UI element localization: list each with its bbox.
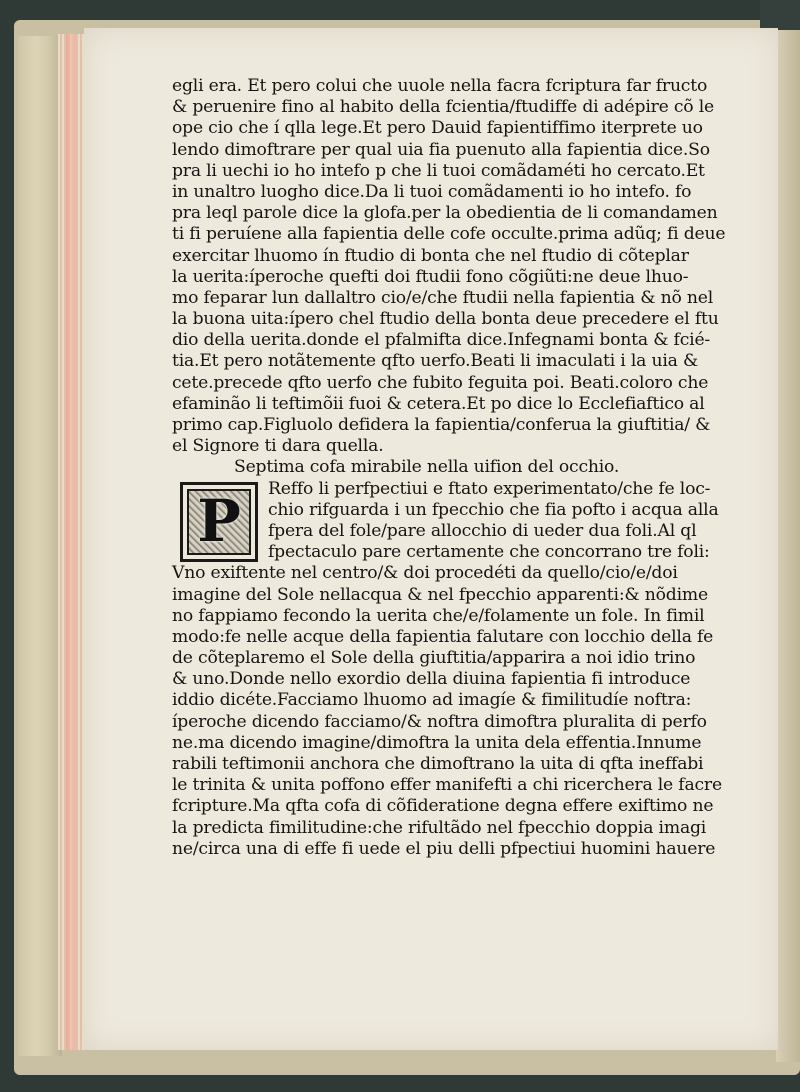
text-line: rabili teftimonii anchora che dimoftrano la uita di qfta ineffabi bbox=[172, 754, 704, 774]
text-line: de cõteplaremo el Sole della giuftitia/apparira a noi idio trino bbox=[172, 648, 696, 669]
text-line: & uno.Donde nello exordio della diuina fapientia fi introduce bbox=[172, 669, 691, 690]
text-line: no fappiamo fecondo la uerita che/e/folamente un fole. In fimil bbox=[172, 605, 705, 626]
text-line: exercitar lhuomo ín ftudio di bonta che nel ftudio di cõteplar bbox=[172, 245, 689, 266]
text-line: pra leql parole dice la glofa.per la obedientia de li comandamen bbox=[172, 203, 718, 224]
text-line: lendo dimoftrare per qual uia fia puenuto alla fapientia dice.So bbox=[172, 139, 710, 160]
top-paragraph bbox=[172, 76, 726, 457]
text-line: ti fi peruíene alla fapientia delle cofe occulte.prima adũq; fi deue bbox=[172, 224, 726, 245]
text-line: ne/circa una di effe fi uede el piu delli pfpectiui huomini hauere bbox=[172, 838, 716, 859]
text-line: Reffo li perfpectiui e ftato experimentato/che fe loc- bbox=[268, 478, 711, 499]
text-line: Vno exiftente nel centro/& doi procedéti da quello/cio/e/doi bbox=[172, 563, 678, 584]
text-line: íperoche dicendo facciamo/& noftra dimoftra pluralita di perfo bbox=[172, 711, 707, 732]
text-line: le trinita & unita poffono effer manifefti a chi ricerchera le facre bbox=[172, 775, 722, 796]
text-line: chio rifguarda i un fpecchio che fia pofto i acqua alla bbox=[268, 499, 719, 520]
text-line: & peruenire fino al habito della fcientia/ftudiffe di adépire cõ le bbox=[172, 97, 714, 118]
section-heading: Septima cofa mirabile nella uifion del occhio. bbox=[234, 457, 620, 478]
text-line: mo feparar lun dallaltro cio/e/che ftudii nella fapientia & nõ nel bbox=[172, 287, 713, 308]
text-line: ope cio che í qlla lege.Et pero Dauid fapientiffimo iterprete uo bbox=[172, 118, 703, 139]
drop-cap-letter: P bbox=[197, 486, 241, 555]
binding-edge bbox=[18, 36, 62, 1056]
text-line: ne.ma dicendo imagine/dimoftra la unita dela effentia.Innume bbox=[172, 732, 702, 753]
text-line: iddio dicéte.Facciamo lhuomo ad imagíe & fimilitudíe noftra: bbox=[172, 690, 692, 711]
text-line: la predicta fimilitudine:che rifultãdo nel fpecchio doppia imagi bbox=[172, 817, 707, 838]
scan-corner bbox=[760, 0, 800, 30]
text-line: fpectaculo pare certamente che concorrano tre foli: bbox=[268, 542, 710, 563]
text-line: el Signore ti dara quella. bbox=[172, 436, 384, 457]
text-line: egli era. Et pero colui che uuole nella facra fcriptura far fructo bbox=[172, 76, 708, 96]
text-line: la uerita:íperoche quefti doi ftudii fono cõgiũti:ne deue lhuo- bbox=[172, 266, 689, 287]
text-line: imagine del Sole nellacqua & nel fpecchio apparenti:& nõdime bbox=[172, 584, 708, 605]
bottom-paragraph bbox=[172, 563, 720, 860]
text-line: in unaltro luogho dice.Da li tuoi comãdamenti io ho intefo. fo bbox=[172, 181, 692, 202]
red-gilt-edge bbox=[66, 34, 76, 1050]
text-line: primo cap.Figluolo defidera la fapientia/conferua la giuftitia/ & bbox=[172, 415, 711, 435]
drop-cap-paragraph bbox=[172, 479, 720, 564]
text-line: fcripture.Ma qfta cofa di cõfideratione degna effere exiftimo ne bbox=[172, 796, 714, 817]
text-line: cete.precede qfto uerfo che fubito feguita poi. Beati.coloro che bbox=[172, 372, 709, 393]
text-line: fpera del fole/pare allocchio di ueder dua foli.Al ql bbox=[268, 520, 697, 541]
text-line: efaminão li teftimõii fuoi & cetera.Et po dice lo Ecclefiaftico al bbox=[172, 393, 705, 414]
page-text-block bbox=[172, 76, 726, 860]
text-line: tia.Et pero notãtemente qfto uerfo.Beati li imaculati i la uia & bbox=[172, 351, 699, 372]
drop-cap-initial bbox=[180, 482, 258, 562]
text-line: modo:fe nelle acque della fapientia falutare con locchio della fe bbox=[172, 626, 714, 647]
text-line: la buona uita:ípero chel ftudio della bonta deue precedere el ftu bbox=[172, 309, 719, 330]
facing-page-edge bbox=[776, 22, 800, 1062]
text-line: dio della uerita.donde el pfalmifta dice.Infegnami bonta & fcié- bbox=[172, 330, 711, 351]
text-line: pra li uechi io ho intefo p che li tuoi comãdaméti ho cercato.Et bbox=[172, 160, 705, 181]
